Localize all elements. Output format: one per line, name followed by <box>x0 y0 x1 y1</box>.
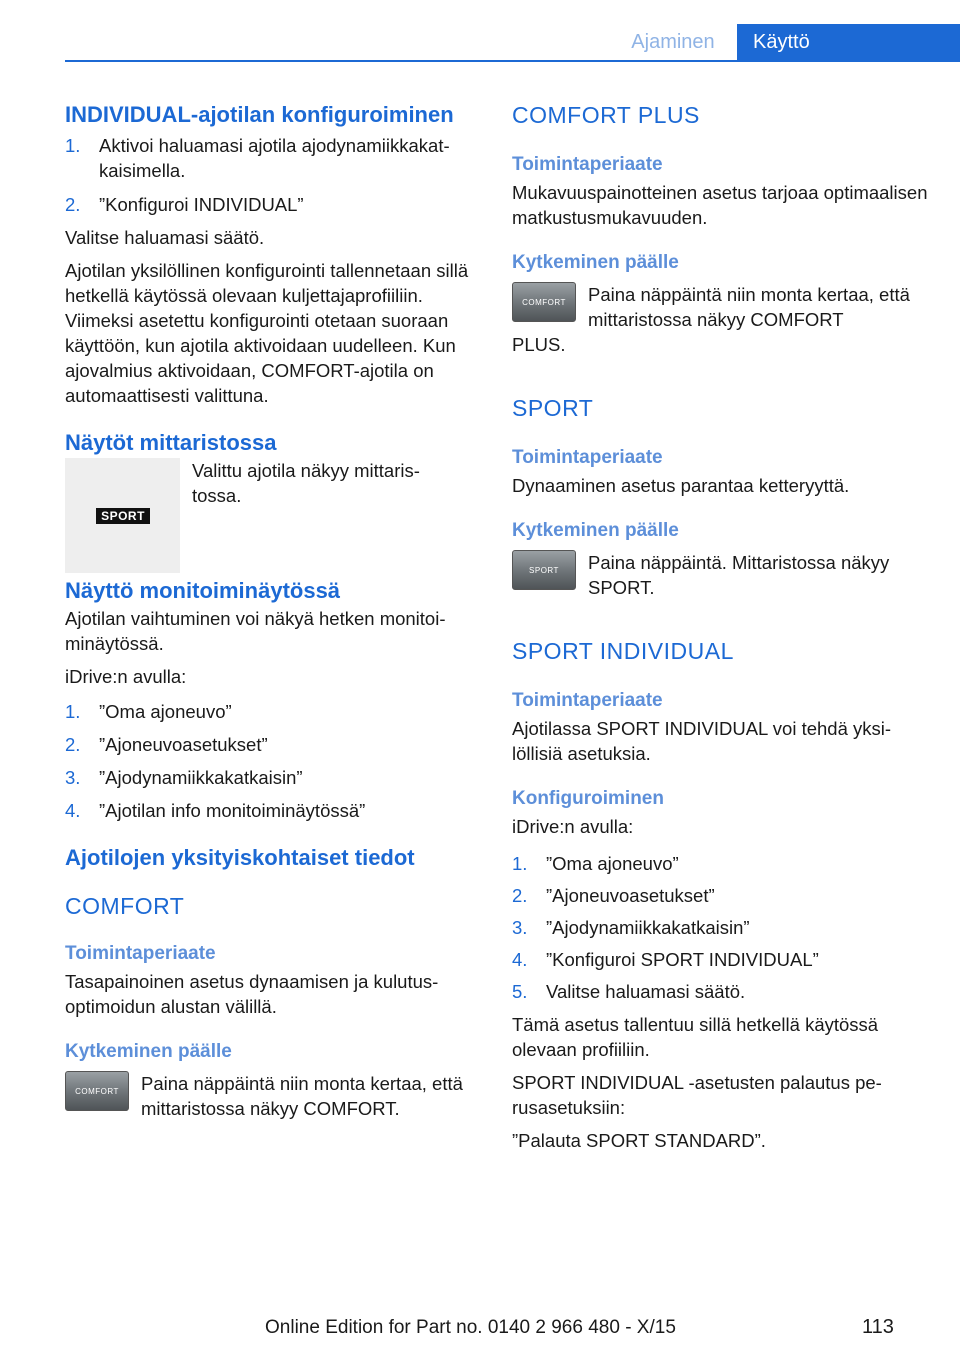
paragraph-saved: Tämä asetus tallentuu sillä hetkellä käytössä olevaan profiiliin. <box>512 1014 879 1060</box>
list-item <box>65 732 480 757</box>
step-number: 4. <box>65 800 81 821</box>
heading-monitor: Näyttö monitoiminäytössä <box>65 578 341 603</box>
step-text: ”Konfiguroi SPORT INDIVIDUAL” <box>546 949 819 970</box>
heading-configure: Konfiguroiminen <box>512 788 664 809</box>
paragraph-idrive: iDrive:n avulla: <box>512 816 634 837</box>
step-text: ”Ajoneuvoasetukset” <box>99 734 268 755</box>
step-number: 3. <box>512 917 528 938</box>
heading-principle: Toimintaperiaate <box>512 690 663 711</box>
heading-principle: Toimintaperiaate <box>512 154 663 175</box>
sport-switch-row <box>512 550 932 600</box>
list-item <box>65 133 480 183</box>
paragraph-select: Valitse haluamasi säätö. <box>65 227 265 248</box>
sport-display-image <box>65 458 180 573</box>
list-item <box>512 979 932 1004</box>
heading-displays: Näytöt mittaristossa <box>65 430 277 455</box>
heading-comfort: COMFORT <box>65 893 185 919</box>
step-number: 1. <box>65 701 81 722</box>
list-item <box>512 947 932 972</box>
heading-switch-on: Kytkeminen päälle <box>512 520 679 541</box>
step-text: ”Ajodynamiikkakatkaisin” <box>99 767 303 788</box>
heading-principle: Toimintaperiaate <box>512 447 663 468</box>
list-item <box>65 699 480 724</box>
step-number: 1. <box>512 853 528 874</box>
step-text: ”Ajotilan info monitoiminäytössä” <box>99 800 366 821</box>
heading-switch-on: Kytkeminen päälle <box>512 252 679 273</box>
comfort-button-image: COMFORT <box>512 282 576 322</box>
paragraph-saved: Ajotilan yksilöllinen konfigurointi tallennetaan sillä hetkellä käytössä olevaan kuljettajaprofiiliin. Viimeksi asetettu konfigurointi otetaan suoraan käyttöön, kun ajotila aktivoidaan uudelleen. Kun ajovalmius aktivoidaan, COMFORT-ajotila on automaattisesti valittuna. <box>65 260 469 406</box>
sport-button-image: SPORT <box>512 550 576 590</box>
tab-kaytto[interactable]: Käyttö <box>737 24 960 60</box>
sport-badge: SPORT <box>96 508 150 524</box>
step-number: 1. <box>65 135 81 156</box>
list-item <box>65 798 480 823</box>
step-number: 2. <box>65 194 81 215</box>
comfort-switch-row <box>65 1071 480 1121</box>
heading-details: Ajotilojen yksityiskohtaiset tiedot <box>65 845 415 870</box>
heading-sport-individual: SPORT INDIVIDUAL <box>512 638 734 664</box>
paragraph-monitor: Ajotilan vaihtuminen voi näkyä hetken monitoiminäytössä. <box>65 608 446 654</box>
paragraph-sport: Dynaaminen asetus parantaa ketteryyttä. <box>512 475 850 496</box>
paragraph-idrive: iDrive:n avulla: <box>65 666 187 687</box>
step-text: ”Oma ajoneuvo” <box>99 701 232 722</box>
paragraph-reset-command: ”Palauta SPORT STANDARD”. <box>512 1130 766 1151</box>
heading-switch-on: Kytkeminen päälle <box>65 1041 232 1062</box>
heading-sport: SPORT <box>512 395 594 421</box>
sport-individual-steps <box>512 851 932 1004</box>
step-number: 2. <box>512 885 528 906</box>
footer-edition: Online Edition for Part no. 0140 2 966 480 - X/15 <box>265 1317 676 1338</box>
page-number: 113 <box>862 1316 894 1338</box>
header-rule <box>65 60 960 62</box>
paragraph-displays: Valittu ajotila näkyy mittaristossa. <box>192 460 420 506</box>
paragraph-comfort-switch: Paina näppäintä niin monta kertaa, että mittaristossa näkyy COMFORT. <box>141 1073 463 1119</box>
list-item <box>65 192 480 217</box>
step-number: 5. <box>512 981 528 1002</box>
step-text: Valitse haluamasi säätö. <box>546 981 746 1002</box>
list-item <box>65 765 480 790</box>
displays-row <box>65 458 480 573</box>
heading-comfort-plus: COMFORT PLUS <box>512 102 700 128</box>
paragraph-sport-switch: Paina näppäintä. Mittaristossa näkyy SPORT. <box>588 552 890 598</box>
step-text: ”Ajodynamiikkakatkaisin” <box>546 917 750 938</box>
individual-steps <box>65 133 480 217</box>
comfort-button-image: COMFORT <box>65 1071 129 1111</box>
tab-ajaminen[interactable]: Ajaminen <box>631 31 715 53</box>
monitor-steps <box>65 699 480 823</box>
right-column <box>512 100 932 1153</box>
paragraph-cp-switch-b: PLUS. <box>512 334 566 355</box>
list-item <box>512 851 932 876</box>
paragraph-reset: SPORT INDIVIDUAL -asetusten palautus perusasetuksiin: <box>512 1072 882 1118</box>
list-item <box>512 915 932 940</box>
left-column <box>65 100 480 1121</box>
list-item <box>512 883 932 908</box>
step-text: ”Konfiguroi INDIVIDUAL” <box>99 194 304 215</box>
step-text: ”Ajoneuvoasetukset” <box>546 885 715 906</box>
heading-individual-config: INDIVIDUAL-ajotilan konfiguroiminen <box>65 102 454 127</box>
step-text: ”Oma ajoneuvo” <box>546 853 679 874</box>
heading-principle: Toimintaperiaate <box>65 943 216 964</box>
step-number: 4. <box>512 949 528 970</box>
paragraph-sport-individual: Ajotilassa SPORT INDIVIDUAL voi tehdä yksilöllisiä asetuksia. <box>512 718 892 764</box>
step-text: Aktivoi haluamasi ajotila ajodynamiikkakatkaisimella. <box>99 135 450 181</box>
paragraph-cp-switch-a: Paina näppäintä niin monta kertaa, että mittaristossa näkyy COMFORT <box>588 284 910 330</box>
step-number: 2. <box>65 734 81 755</box>
paragraph-comfort-plus: Mukavuuspainotteinen asetus tarjoaa optimaalisen matkustusmukavuuden. <box>512 182 928 228</box>
step-number: 3. <box>65 767 81 788</box>
paragraph-comfort: Tasapainoinen asetus dynaamisen ja kulutusoptimoidun alustan välillä. <box>65 971 439 1017</box>
comfort-plus-switch-row <box>512 282 932 332</box>
